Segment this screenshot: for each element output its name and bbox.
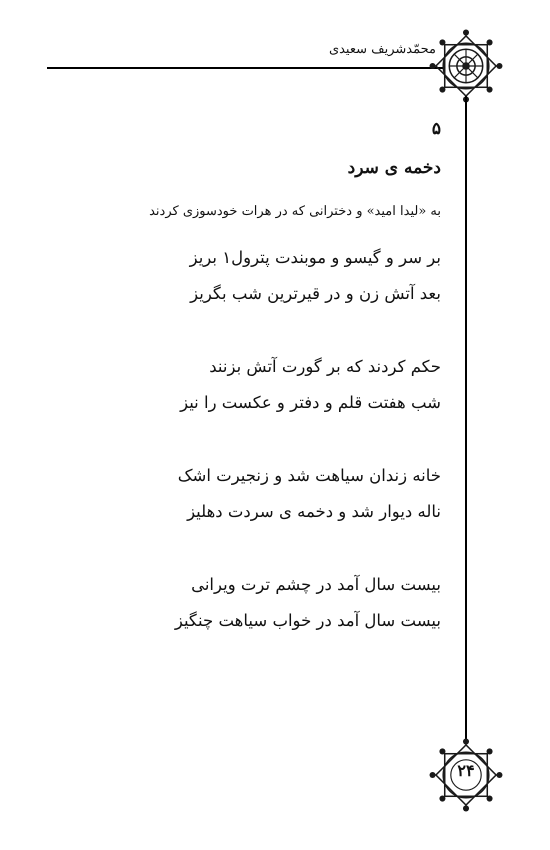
stanza [41, 458, 441, 530]
verse-line: خانه زندان سیاهت شد و زنجیرت اشک [177, 466, 441, 485]
stanza [41, 349, 441, 421]
poem-dedication: به «لیدا امید» و دخترانی که در هرات خودسوزی کردند [149, 204, 441, 219]
poem-title: دخمه ی سرد [347, 158, 441, 178]
page-number: ۲۴ [457, 761, 475, 780]
verse-line: بر سر و گیسو و موبندت پترول۱ بریز [189, 248, 441, 267]
verse-line: حکم کردند که بر گورت آتش بزنند [209, 357, 441, 376]
verse-line: بعد آتش زن و در قیرترین شب بگریز [190, 284, 441, 303]
stanza [41, 567, 441, 639]
header-rule [47, 67, 445, 69]
poem-stanzas [41, 240, 441, 639]
verse-line: ناله دیوار شد و دخمه ی سردت دهلیز [187, 502, 441, 521]
poem-content [41, 118, 441, 676]
vertical-rule [465, 96, 467, 739]
verse-line: بیست سال آمد در خواب سیاهت چنگیز [174, 611, 441, 630]
verse-line: شب هفتت قلم و دفتر و عکست را نیز [180, 393, 441, 412]
verse-line: بیست سال آمد در چشم ترت ویرانی [191, 575, 441, 594]
running-header-author: محمّدشریف سعیدی [328, 42, 436, 57]
poem-number: ۵ [431, 119, 441, 139]
stanza [41, 240, 441, 312]
ornament-top-icon [428, 28, 504, 104]
